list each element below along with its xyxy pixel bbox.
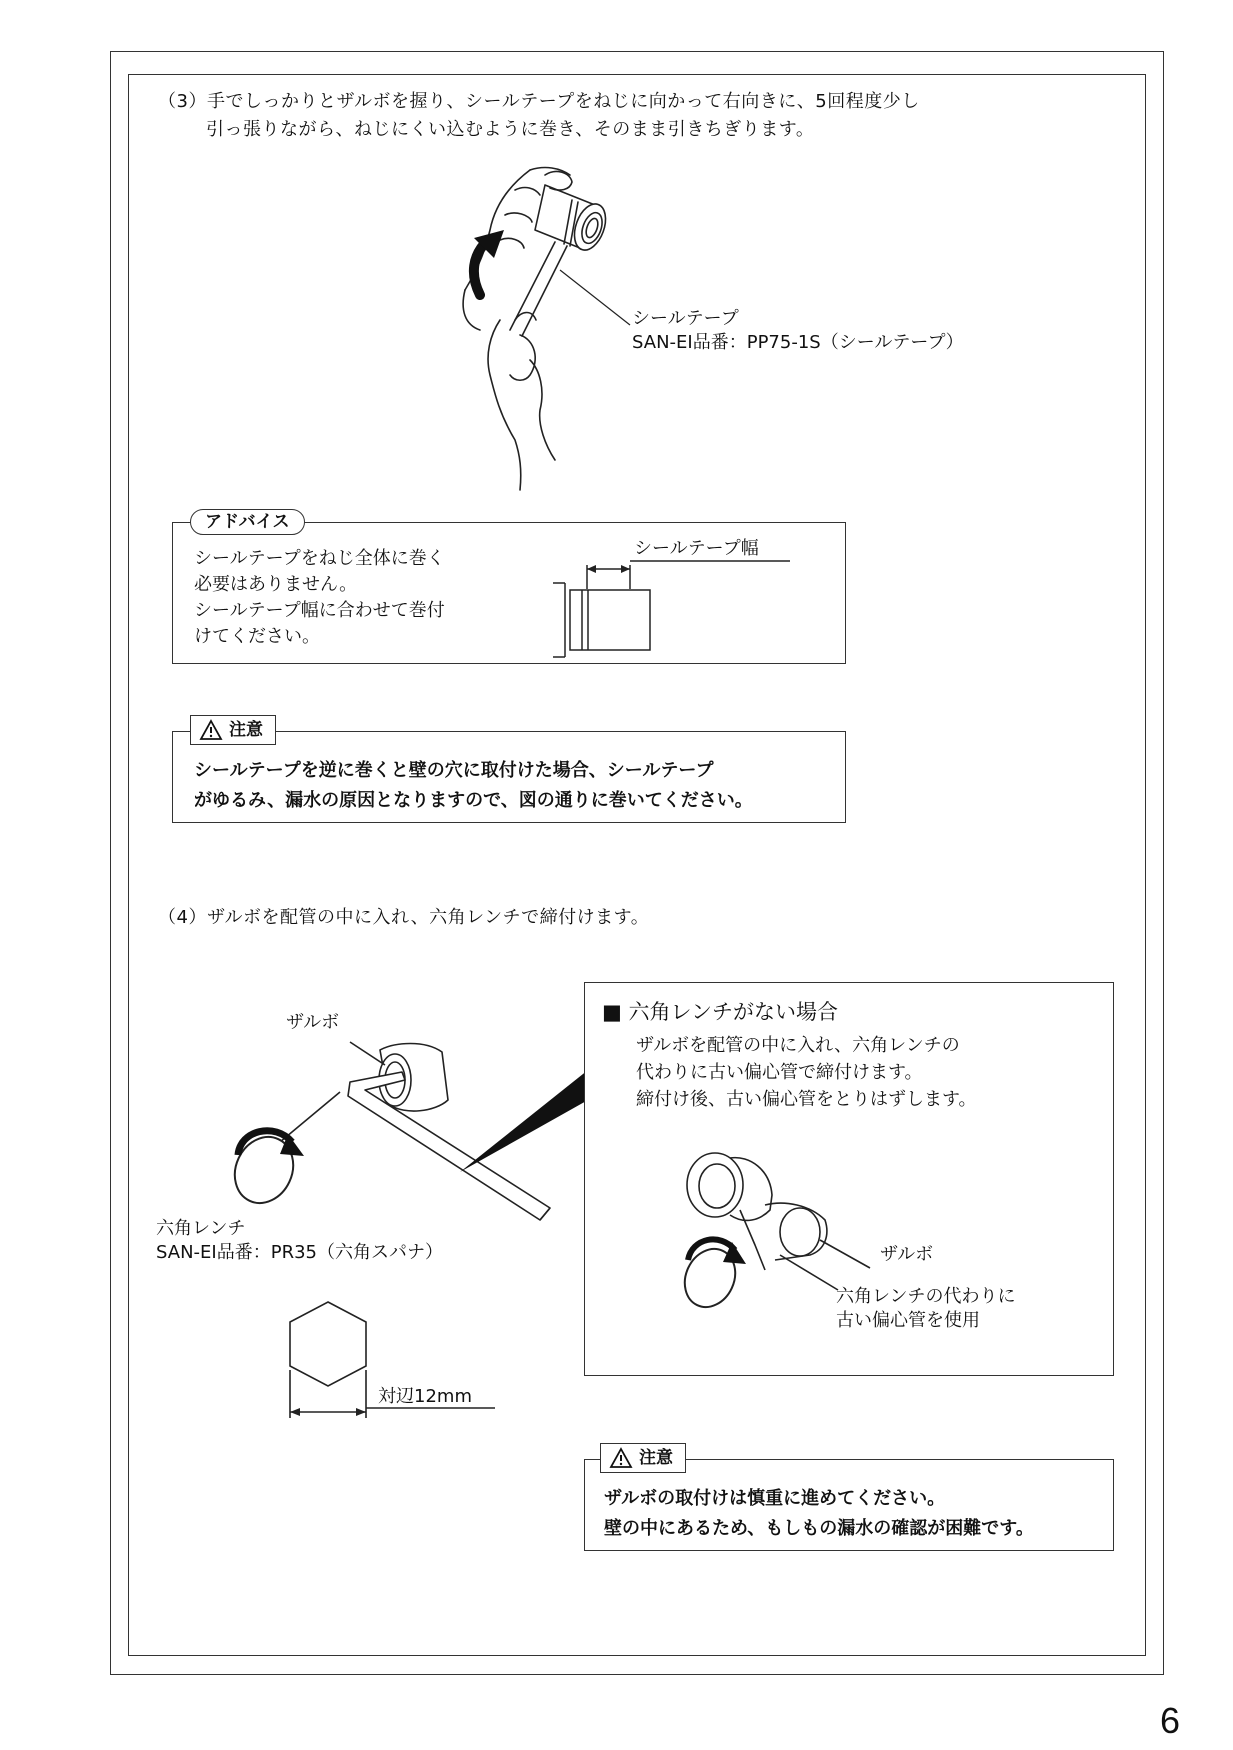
eccentric-label-2: 古い偏心管を使用 xyxy=(836,1310,980,1331)
advice-line-1: シールテープをねじ全体に巻く xyxy=(194,548,445,569)
caution2-tag xyxy=(600,1443,686,1473)
caution2-line-1: ザルボの取付けは慎重に進めてください。 xyxy=(604,1488,946,1509)
tape-label-name: シールテープ xyxy=(632,308,739,329)
page-number: 6 xyxy=(1160,1700,1181,1741)
caution2-tag-label: 注意 xyxy=(639,1448,673,1468)
no-wrench-line-2: 代わりに古い偏心管で締付けます。 xyxy=(636,1062,923,1083)
no-wrench-line-3: 締付け後、古い偏心管をとりはずします。 xyxy=(636,1089,977,1110)
hand-tape-illustration xyxy=(460,160,660,500)
no-wrench-line-1: ザルボを配管の中に入れ、六角レンチの xyxy=(636,1035,960,1056)
advice-line-4: けてください。 xyxy=(194,626,320,647)
caution1-line-1: シールテープを逆に巻くと壁の穴に取付けた場合、シールテープ xyxy=(194,760,714,781)
caution2-line-2: 壁の中にあるため、もしもの漏水の確認が困難です。 xyxy=(604,1518,1034,1539)
caution1-line-2: がゆるみ、漏水の原因となりますので、図の通りに巻いてください。 xyxy=(194,790,753,811)
caution1-tag-label: 注意 xyxy=(229,720,263,740)
step4-line1: （4）ザルボを配管の中に入れ、六角レンチで締付けます。 xyxy=(158,907,650,928)
step3-line1: （3）手でしっかりとザルボを握り、シールテープをねじに向かって右向きに、5回程度少し xyxy=(158,91,920,112)
tape-width-label: シールテープ幅 xyxy=(634,538,759,559)
wrench-label-part: SAN-EI品番：PR35（六角スパナ） xyxy=(156,1242,443,1263)
caution2-text xyxy=(604,1484,1034,1544)
warning-icon xyxy=(199,719,223,741)
caution1-text xyxy=(194,756,753,816)
tape-label-part: SAN-EI品番：PP75-1S（シールテープ） xyxy=(632,332,964,353)
advice-tag: アドバイス xyxy=(190,509,305,535)
warning-icon xyxy=(609,1447,633,1469)
callout-pointer xyxy=(460,1060,600,1180)
no-wrench-text xyxy=(636,1032,977,1113)
hex-size-label: 対辺12mm xyxy=(378,1386,472,1407)
advice-line-2: 必要はありません。 xyxy=(194,574,358,595)
zarubo-label-2: ザルボ xyxy=(880,1244,934,1265)
step3-line2: 引っ張りながら、ねじにくい込むように巻き、そのまま引きちぎります。 xyxy=(206,119,815,140)
eccentric-label-1: 六角レンチの代わりに xyxy=(836,1286,1016,1307)
zarubo-label-1: ザルボ xyxy=(286,1012,340,1033)
advice-text xyxy=(194,546,445,650)
no-wrench-title: ■ 六角レンチがない場合 xyxy=(602,1000,838,1024)
advice-line-3: シールテープ幅に合わせて巻付 xyxy=(194,600,445,621)
wrench-label-name: 六角レンチ xyxy=(156,1218,246,1239)
hexagon-dimension-diagram xyxy=(290,1300,510,1430)
caution1-tag xyxy=(190,715,276,745)
tape-width-diagram xyxy=(550,545,800,660)
